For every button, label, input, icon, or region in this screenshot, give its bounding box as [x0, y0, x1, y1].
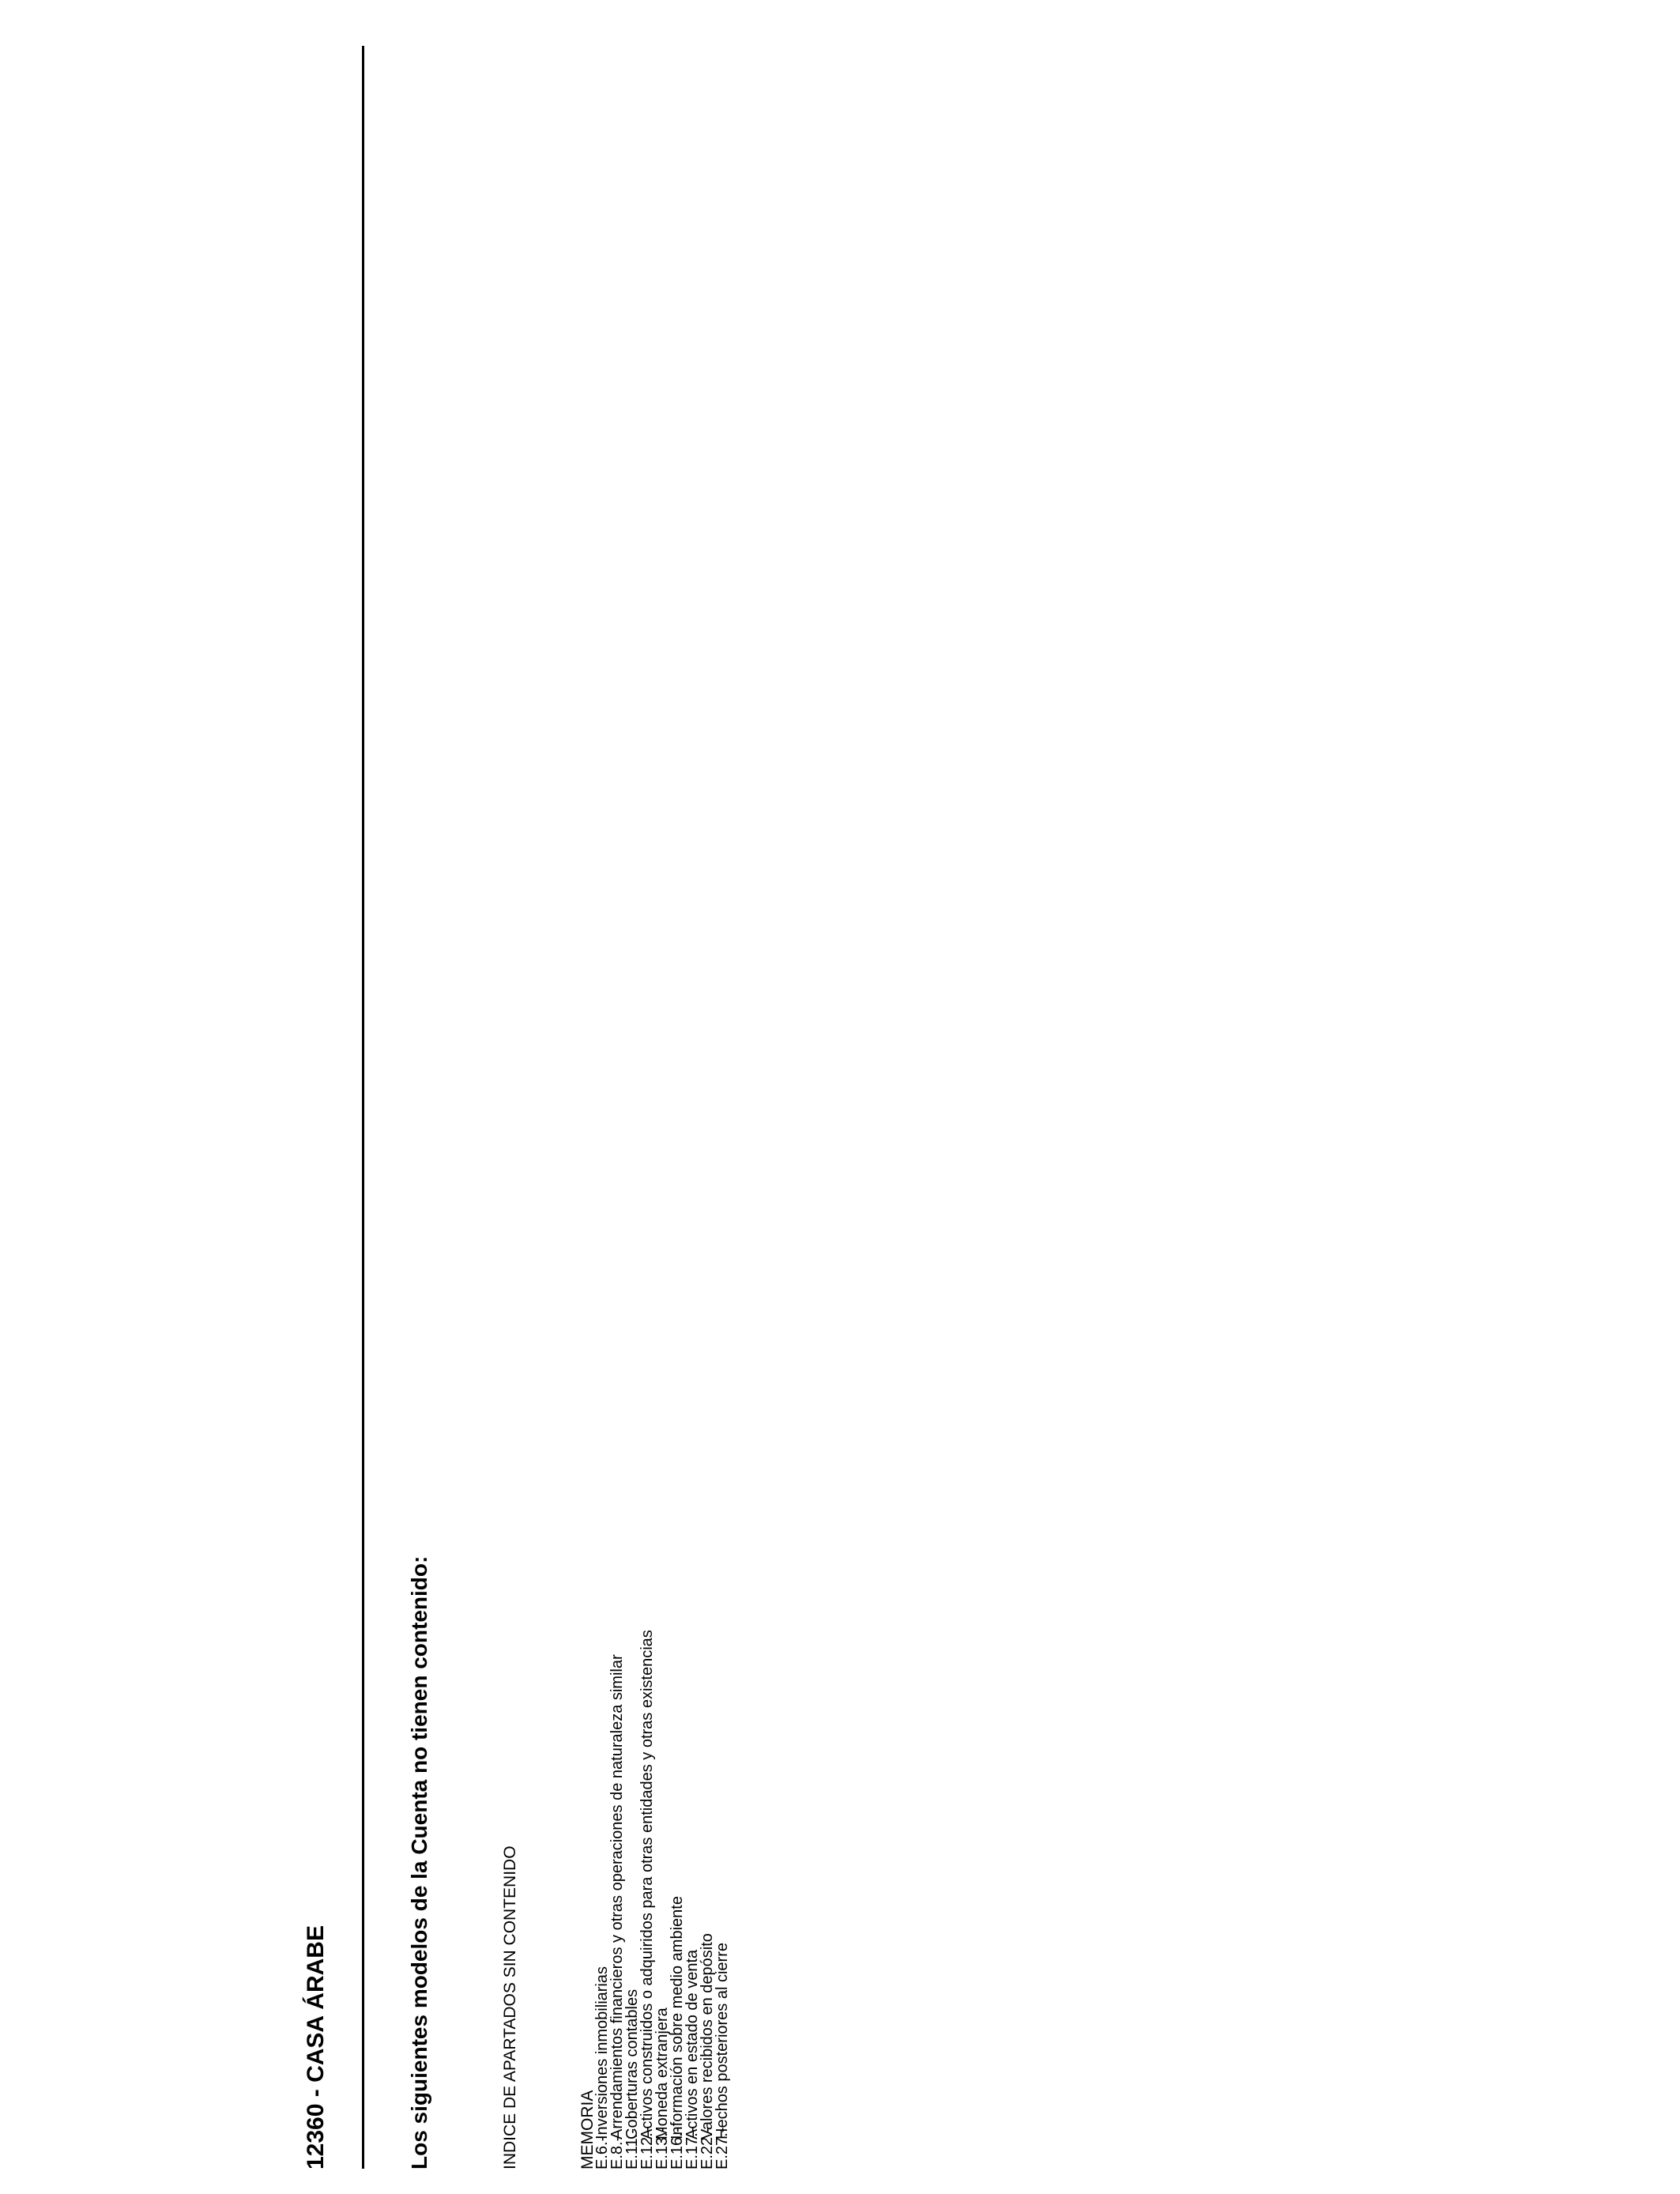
- item-text: Coberturas contables: [623, 1989, 641, 2139]
- list-item: [715, 1630, 730, 2169]
- item-code: E.12.-: [638, 2127, 656, 2169]
- item-text: Hechos posteriores al cierre: [714, 1943, 731, 2139]
- item-text: Inversiones inmobiliarias: [593, 1966, 611, 2139]
- item-code: E.11.-: [623, 2128, 641, 2169]
- item-text: Moneda extranjera: [654, 2007, 671, 2139]
- item-code: E.17.-: [684, 2127, 701, 2169]
- item-text: Valores recibidos en depósito: [699, 1933, 716, 2139]
- item-code: E.22.-: [699, 2127, 716, 2169]
- item-code: E.13.-: [654, 2127, 671, 2169]
- item-code: E.16.-: [669, 2127, 686, 2169]
- item-text: Información sobre medio ambiente: [669, 1896, 686, 2139]
- item-code: E.27.-: [714, 2127, 731, 2169]
- document-title: 12360 - CASA ÁRABE: [303, 1925, 329, 2169]
- memoria-label: MEMORIA: [578, 2090, 597, 2169]
- index-label: INDICE DE APARTADOS SIN CONTENIDO: [501, 1845, 519, 2169]
- section-heading: Los siguientes modelos de la Cuenta no tienen contenido:: [407, 1555, 431, 2169]
- item-text: Arrendamientos financieros y otras operaciones de naturaleza similar: [608, 1654, 626, 2139]
- item-code: E.6.-: [593, 2136, 611, 2169]
- item-text: Activos en estado de venta: [684, 1949, 701, 2139]
- item-list: [595, 1630, 730, 2169]
- item-code: E.8.-: [608, 2136, 626, 2169]
- item-text: Activos construidos o adquiridos para otras entidades y otras existencias: [638, 1630, 656, 2139]
